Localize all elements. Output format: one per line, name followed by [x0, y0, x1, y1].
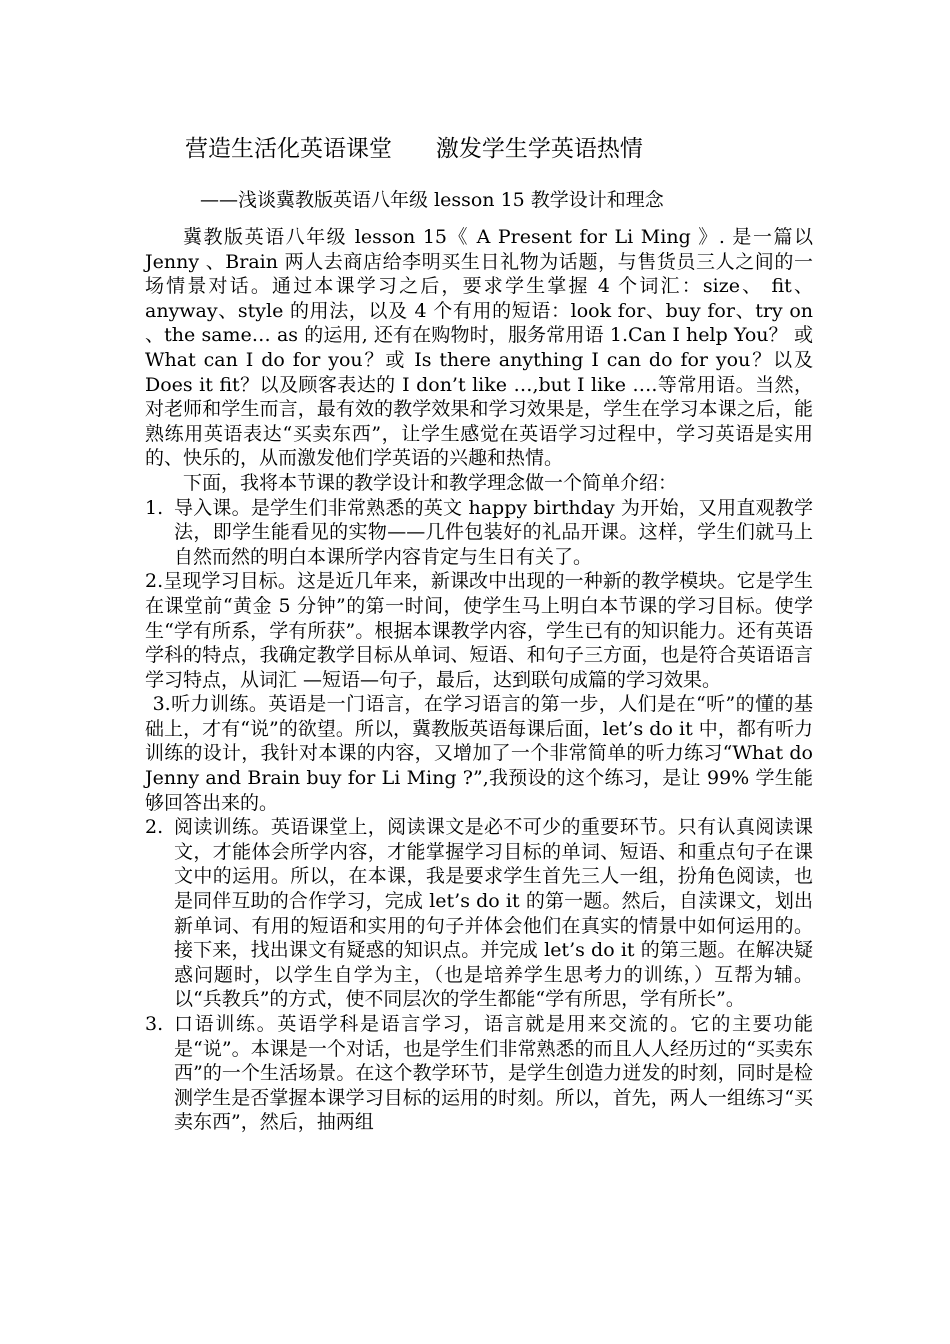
list-number: 2. — [145, 816, 164, 839]
list-item-1 — [145, 496, 813, 570]
list-item-text: 导入课。是学生们非常熟悉的英文 happy birthday 为开始，又用直观教学法，即学生能看见的实物——几件包装好的礼品开课。这样，学生们就马上自然而然的明白本课所学内容肯定与生日有关了。 — [174, 496, 813, 568]
list-item-5 — [145, 1012, 813, 1135]
list-number: 3. — [145, 1013, 164, 1035]
list-item-3-paragraph: 3.听力训练。英语是一门语言，在学习语言的第一步，人们是在“听”的懂的基础上，才有“说”的欲望。所以，冀教版英语每课后面，let’s do it 中，都有听力训练的设计，我针对本课的内容，又增加了一个非常简单的听力练习“What do Jenny and Brain buy for Li Ming ?”,我预设的这个练习，是让 99% 学生能够回答出来的。 — [145, 693, 813, 814]
list-item-text: 阅读训练。英语课堂上，阅读课文是必不可少的重要环节。只有认真阅读课文，才能体会所学内容，才能掌握学习目标的单词、短语、和重点句子在课文中的运用。所以，在本课，我是要求学生首先三人一组，扮角色阅读，也是同伴互助的合作学习，完成 let’s do it 的第一题。然后，自渎课文，划出新单词、有用的短语和实用的句子并体会他们在真实的情景中如何运用的。接下来，找出课文有疑惑的知识点。并完成 let’s do it 的第三题。在解决疑惑问题时，以学生自学为主，（也是培养学生思考力的训练，）互帮为辅。以“兵教兵”的方式，使不同层次的学生都能“学有所思，学有所长”。 — [174, 816, 813, 1011]
document-body — [145, 225, 813, 1135]
list-item-text: 口语训练。英语学科是语言学习，语言就是用来交流的。它的主要功能是“说”。本课是一个对话，也是学生们非常熟悉的而且人人经历过的“买卖东西”的一个生活场景。在这个教学环节，是学生创造力迸发的时刻，同时是检测学生是否掌握本课学习目标的运用的时刻。所以，首先，两人一组练习“买卖东西”，然后，抽两组 — [174, 1013, 813, 1134]
document-title: 营造生活化英语课堂 激发学生学英语热情 — [185, 136, 643, 162]
intro-paragraph: 冀教版英语八年级 lesson 15《 A Present for Li Ming 》. 是一篇以 Jenny 、Brain 两人去商店给李明买生日礼物为话题，与售货员三人之间的一场情景对话。通过本课学习之后，要求学生掌握 4 个词汇：size、 fit、anyway、style 的用法，以及 4 个有用的短语：look for、buy for、try on 、the same… as 的运用, 还有在购物时，服务常用语 1.Can I help You？ 或 What can I do for you？或 Is there anything I can do for you？以及 Does it fit？以及顾客表达的 I don’t like …,but I like ….等常用语。当然，对老师和学生而言，最有效的教学效果和学习效果是，学生在学习本课之后，能熟练用英语表达“买卖东西”，让学生感觉在英语学习过程中，学习英语是实用的、快乐的，从而激发他们学英语的兴趣和热情。 — [145, 226, 813, 470]
list-item-2-paragraph: 2.呈现学习目标。这是近几年来，新课改中出现的一种新的教学模块。它是学生在课堂前“黄金 5 分钟”的第一时间，使学生马上明白本节课的学习目标。使学生“学有所系，学有所获”。根据本课教学内容，学生已有的知识能力。还有英语学科的特点，我确定教学目标从单词、短语、和句子三方面，也是符合英语语言学习特点，从词汇 —短语—句子，最后，达到联句成篇的学习效果。 — [145, 570, 813, 691]
lead-paragraph: 下面，我将本节课的教学设计和教学理念做一个简单介绍： — [183, 471, 678, 494]
list-item-4 — [145, 815, 813, 1012]
document-subtitle: ——浅谈冀教版英语八年级 lesson 15 教学设计和理念 — [200, 189, 664, 211]
list-number: 1. — [145, 496, 164, 519]
